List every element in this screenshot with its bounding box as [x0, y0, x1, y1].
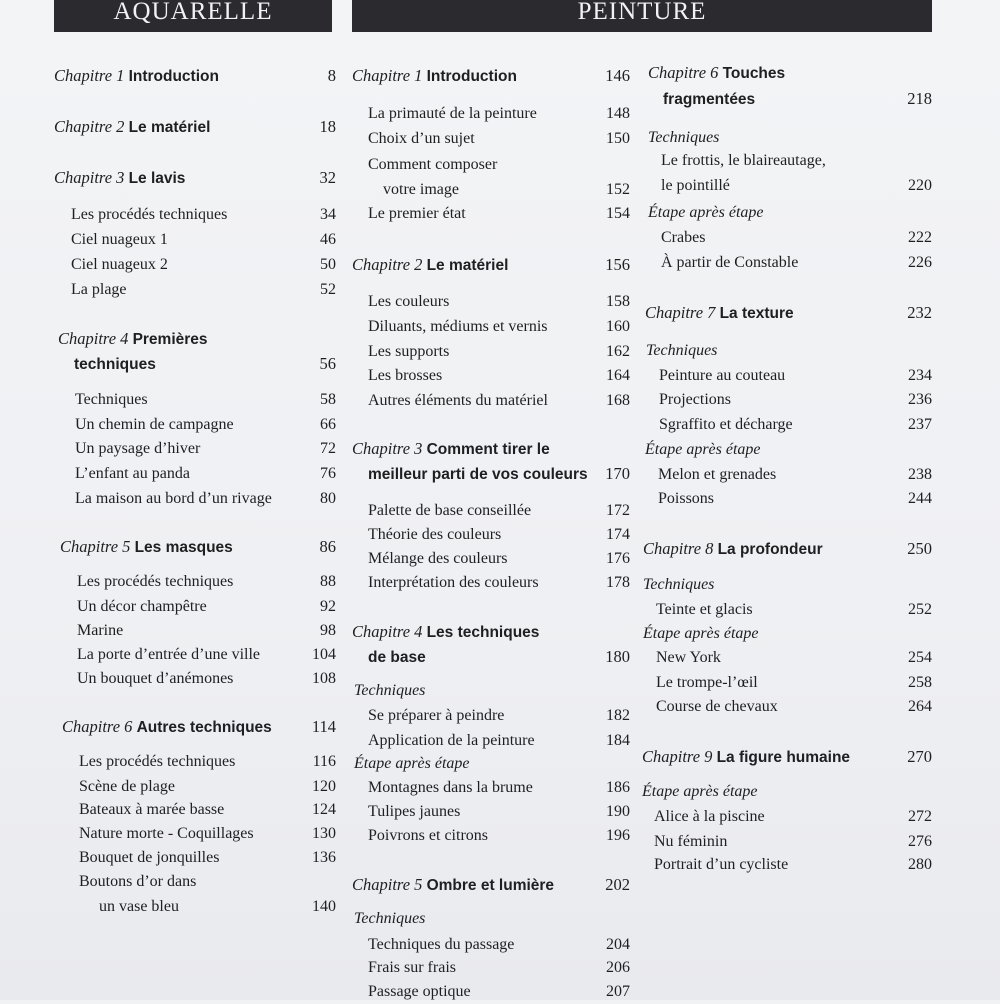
page-number: 58 — [320, 391, 336, 408]
toc-entry-text: La plage — [71, 281, 127, 298]
page-number: 34 — [320, 206, 336, 223]
toc-entry-text: Les couleurs — [368, 293, 450, 310]
toc-entry-text: Ciel nuageux 1 — [71, 231, 168, 248]
chapter-title: Introduction — [426, 68, 517, 85]
toc-chapter-entry — [54, 352, 336, 376]
toc-entry-text: Le frottis, le blaireautage, — [661, 152, 826, 169]
page-number: 154 — [606, 205, 630, 222]
toc-entry — [54, 253, 336, 277]
toc-entry-text: le pointillé — [661, 177, 730, 194]
toc-entry-text: Boutons d’or dans — [79, 873, 197, 890]
toc-chapter-entry — [54, 166, 336, 190]
toc-entry-text: Nu féminin — [654, 833, 728, 850]
page-number: 92 — [320, 598, 336, 615]
toc-entry-text: Techniques — [354, 910, 426, 927]
toc-entry — [54, 228, 336, 252]
toc-entry-text: Scène de plage — [79, 778, 175, 795]
toc-entry — [642, 830, 932, 854]
page-number: 156 — [605, 255, 630, 274]
page-number: 66 — [320, 416, 336, 433]
toc-entry — [54, 870, 336, 894]
toc-chapter-entry — [352, 873, 630, 897]
toc-entry-text: À partir de Constable — [661, 254, 799, 271]
toc-entry-text — [645, 301, 794, 326]
toc-chapter-entry — [352, 64, 630, 88]
chapter-title: Ombre et lumière — [426, 877, 555, 894]
page-number: 50 — [320, 256, 336, 273]
toc-entry — [352, 290, 630, 314]
toc-entry — [54, 437, 336, 461]
toc-entry — [54, 278, 336, 302]
toc-entry — [642, 853, 932, 877]
toc-entry-text: Étape après étape — [648, 204, 764, 221]
toc-entry — [54, 388, 336, 412]
toc-entry-text: Se préparer à peindre — [368, 707, 505, 724]
toc-entry — [642, 487, 932, 511]
page-number: 244 — [908, 490, 932, 507]
page-number: 272 — [908, 808, 932, 825]
toc-entry — [352, 102, 630, 126]
toc-chapter-entry — [352, 253, 630, 277]
page-number: 202 — [605, 875, 630, 894]
page-number: 236 — [908, 391, 932, 408]
toc-entry — [642, 598, 932, 622]
toc-chapter-entry — [54, 327, 336, 351]
page-number: 160 — [606, 318, 630, 335]
toc-entry-text: Les procédés techniques — [79, 753, 236, 770]
toc-entry — [352, 547, 630, 571]
toc-entry-text: Marine — [77, 622, 124, 639]
toc-entry — [54, 203, 336, 227]
toc-chapter-entry — [642, 537, 932, 561]
toc-entry-text: Un chemin de campagne — [75, 416, 234, 433]
page-number: 196 — [606, 827, 630, 844]
chapter-title: Le matériel — [426, 257, 509, 274]
page-number: 276 — [908, 833, 932, 850]
page-number: 254 — [908, 649, 932, 666]
toc-entry-text — [352, 873, 554, 898]
toc-entry-text — [60, 535, 233, 560]
toc-section-heading — [352, 679, 630, 703]
toc-entry-text: Sgraffito et décharge — [659, 416, 793, 433]
toc-entry — [352, 127, 630, 151]
toc-entry-text: Nature morte - Coquillages — [79, 825, 254, 842]
page-number: 150 — [606, 130, 630, 147]
toc-entry — [54, 667, 336, 691]
chapter-label: Chapitre 5 — [60, 537, 131, 556]
toc-entry — [642, 671, 932, 695]
chapter-title: fragmentées — [663, 91, 756, 108]
toc-entry — [352, 499, 630, 523]
toc-entry — [352, 933, 630, 957]
toc-section-heading — [642, 573, 932, 597]
toc-entry-text: Ciel nuageux 2 — [71, 256, 168, 273]
chapter-title: La figure humaine — [716, 749, 851, 766]
toc-entry-text — [643, 537, 823, 562]
toc-entry-text — [58, 327, 208, 352]
toc-chapter-entry — [352, 645, 630, 669]
toc-entry — [642, 413, 932, 437]
toc-entry — [54, 619, 336, 643]
chapter-label: Chapitre 3 — [352, 439, 423, 458]
page-number: 162 — [606, 343, 630, 360]
chapter-label: Chapitre 4 — [352, 622, 423, 641]
toc-chapter-entry — [642, 87, 932, 111]
toc-entry-text: Un paysage d’hiver — [75, 440, 201, 457]
toc-entry-text: La primauté de la peinture — [368, 105, 537, 122]
toc-entry — [352, 315, 630, 339]
chapter-title: Les masques — [134, 539, 233, 556]
page-number: 18 — [319, 117, 336, 136]
chapter-title: Introduction — [128, 68, 219, 85]
toc-section-heading — [642, 126, 932, 150]
toc-entry-text: Choix d’un sujet — [368, 130, 475, 147]
page-number: 176 — [606, 550, 630, 567]
toc-chapter-entry — [54, 715, 336, 739]
page-number: 32 — [319, 168, 336, 187]
toc-entry-text: Le trompe-l’œil — [656, 674, 758, 691]
toc-entry — [352, 980, 630, 1004]
page-number: 220 — [908, 177, 932, 194]
toc-entry-text: Techniques — [648, 129, 720, 146]
toc-entry-text: Interprétation des couleurs — [368, 574, 539, 591]
page-number: 184 — [606, 732, 630, 749]
toc-section-heading — [642, 780, 932, 804]
toc-entry — [54, 595, 336, 619]
page-number: 172 — [606, 502, 630, 519]
toc-entry — [54, 462, 336, 486]
toc-entry-text: Étape après étape — [642, 783, 758, 800]
toc-entry-text: Un décor champêtre — [77, 598, 207, 615]
page-number: 222 — [908, 229, 932, 246]
toc-entry-text: La porte d’entrée d’une ville — [77, 646, 261, 663]
chapter-label: Chapitre 2 — [352, 255, 423, 274]
toc-entry-text: Techniques — [354, 682, 426, 699]
toc-entry-text: Autres éléments du matériel — [368, 392, 548, 409]
toc-section-heading — [642, 339, 932, 363]
page-number: 116 — [312, 753, 336, 770]
toc-entry-text — [368, 645, 426, 670]
toc-entry-text: Peinture au couteau — [659, 367, 786, 384]
toc-entry-text: un vase bleu — [99, 898, 179, 915]
toc-entry-text: Le premier état — [368, 205, 466, 222]
toc-entry-text — [642, 745, 850, 770]
chapter-label: Chapitre 5 — [352, 875, 423, 894]
page-number: 98 — [320, 622, 336, 639]
page-number: 237 — [908, 416, 932, 433]
toc-entry — [54, 487, 336, 511]
toc-chapter-entry — [352, 620, 630, 644]
page-number: 232 — [907, 303, 932, 322]
toc-entry — [642, 695, 932, 719]
toc-entry — [352, 202, 630, 226]
toc-entry-text: Étape après étape — [354, 755, 470, 772]
toc-chapter-entry — [352, 462, 630, 486]
page-number: 140 — [312, 898, 336, 915]
page-number: 180 — [605, 647, 630, 666]
toc-entry-text: Course de chevaux — [656, 698, 778, 715]
chapter-label: Chapitre 9 — [642, 747, 713, 766]
toc-chapter-entry — [642, 301, 932, 325]
page-number: 182 — [606, 707, 630, 724]
page-number: 178 — [606, 574, 630, 591]
toc-entry — [352, 956, 630, 980]
page-number: 186 — [606, 779, 630, 796]
page-number: 234 — [908, 367, 932, 384]
toc-entry — [352, 153, 630, 177]
page-number: 226 — [908, 254, 932, 271]
page-number: 204 — [606, 936, 630, 953]
toc-entry — [54, 895, 336, 919]
toc-entry-text: Frais sur frais — [368, 959, 456, 976]
chapter-title: Autres techniques — [136, 719, 272, 736]
toc-section-heading — [352, 752, 630, 776]
toc-entry-text: Montagnes dans la brume — [368, 779, 533, 796]
toc-chapter-entry — [352, 437, 630, 461]
toc-entry-text: Passage optique — [368, 983, 471, 1000]
toc-entry-text: Un bouquet d’anémones — [77, 670, 234, 687]
toc-entry-text: Palette de base conseillée — [368, 502, 532, 519]
page-number: 190 — [606, 803, 630, 820]
toc-entry — [54, 846, 336, 870]
chapter-label: Chapitre 3 — [54, 168, 125, 187]
page-number: 207 — [606, 983, 630, 1000]
toc-entry — [642, 463, 932, 487]
toc-entry-text: Mélange des couleurs — [368, 550, 508, 567]
chapter-label: Chapitre 4 — [58, 329, 129, 348]
toc-entry — [352, 364, 630, 388]
toc-chapter-entry — [54, 64, 336, 88]
toc-entry — [54, 570, 336, 594]
toc-entry — [54, 822, 336, 846]
toc-entry-text — [74, 352, 156, 377]
page-number: 250 — [907, 539, 932, 558]
chapter-title: Les techniques — [426, 624, 540, 641]
toc-entry — [54, 643, 336, 667]
page-number: 252 — [908, 601, 932, 618]
page-number: 8 — [327, 66, 336, 85]
page-number: 130 — [312, 825, 336, 842]
chapter-label: Chapitre 1 — [352, 66, 423, 85]
toc-entry-text: L’enfant au panda — [75, 465, 190, 482]
toc-entry — [352, 824, 630, 848]
toc-entry — [642, 388, 932, 412]
toc-entry-text: Étape après étape — [645, 441, 761, 458]
page-number: 164 — [606, 367, 630, 384]
page-number: 108 — [312, 670, 336, 687]
page-number: 170 — [605, 464, 630, 483]
toc-entry-text: Bateaux à marée basse — [79, 801, 225, 818]
page-number: 258 — [908, 674, 932, 691]
toc-entry — [54, 775, 336, 799]
toc-entry-text: Crabes — [661, 229, 706, 246]
toc-chapter-entry — [642, 61, 932, 85]
page-number: 136 — [312, 849, 336, 866]
toc-entry-text — [352, 437, 550, 462]
page-number: 264 — [908, 698, 932, 715]
chapter-title: Touches — [722, 65, 786, 82]
chapter-label: Chapitre 7 — [645, 303, 716, 322]
toc-entry — [352, 571, 630, 595]
page-number: 174 — [606, 526, 630, 543]
toc-entry-text: La maison au bord d’un rivage — [75, 490, 272, 507]
toc-entry-text: Alice à la piscine — [654, 808, 765, 825]
toc-entry-text: Techniques — [75, 391, 148, 408]
toc-entry — [352, 729, 630, 753]
chapter-label: Chapitre 6 — [62, 717, 133, 736]
toc-section-heading — [352, 907, 630, 931]
toc-entry — [642, 174, 932, 198]
toc-entry-text — [54, 115, 210, 140]
toc-entry-text: Techniques — [643, 576, 715, 593]
toc-entry — [352, 340, 630, 364]
page-number: 88 — [320, 573, 336, 590]
chapter-title: meilleur parti de vos couleurs — [368, 466, 588, 483]
toc-entry-text: Techniques du passage — [368, 936, 515, 953]
toc-section-heading — [642, 438, 932, 462]
toc-entry — [642, 251, 932, 275]
page-number: 168 — [606, 392, 630, 409]
toc-entry-text: Projections — [659, 391, 731, 408]
chapter-title: La profondeur — [717, 541, 823, 558]
toc-entry-text — [352, 620, 539, 645]
toc-entry-text: Diluants, médiums et vernis — [368, 318, 548, 335]
page-number: 280 — [908, 856, 932, 873]
toc-entry-text: Teinte et glacis — [656, 601, 753, 618]
page-number: 72 — [320, 440, 336, 457]
page-number: 46 — [320, 231, 336, 248]
page-number: 76 — [320, 465, 336, 482]
toc-entry-text — [352, 64, 517, 89]
chapter-title: Premières — [132, 331, 208, 348]
chapter-title: Le lavis — [128, 170, 186, 187]
toc-entry-text — [54, 166, 185, 191]
chapter-title: de base — [368, 649, 426, 666]
toc-section-heading — [642, 201, 932, 225]
toc-entry — [352, 800, 630, 824]
page-number: 124 — [312, 801, 336, 818]
toc-section-heading — [642, 622, 932, 646]
page-number: 52 — [320, 281, 336, 298]
page-number: 80 — [320, 490, 336, 507]
page-number: 120 — [312, 778, 336, 795]
page-number: 206 — [606, 959, 630, 976]
toc-entry-text — [352, 253, 508, 278]
page-number: 238 — [908, 466, 932, 483]
page-number: 86 — [319, 537, 336, 556]
toc-entry — [642, 646, 932, 670]
toc-entry — [352, 704, 630, 728]
page-number: 114 — [311, 717, 336, 736]
chapter-title: techniques — [74, 356, 156, 373]
page-number: 146 — [605, 66, 630, 85]
toc-entry-text: Melon et grenades — [658, 466, 777, 483]
toc-entry-text — [663, 87, 755, 112]
toc-entry-text: Étape après étape — [643, 625, 759, 642]
page-number: 104 — [312, 646, 336, 663]
toc-entry-text: Tulipes jaunes — [368, 803, 461, 820]
chapter-label: Chapitre 2 — [54, 117, 125, 136]
toc-entry-text — [648, 61, 785, 86]
toc-chapter-entry — [54, 535, 336, 559]
toc-entry — [54, 750, 336, 774]
toc-entry — [54, 413, 336, 437]
toc-entry — [352, 178, 630, 202]
toc-chapter-entry — [642, 745, 932, 769]
peinture-header: PEINTURE — [352, 0, 932, 32]
page-number: 158 — [606, 293, 630, 310]
toc-entry — [352, 523, 630, 547]
toc-entry-text: Les procédés techniques — [71, 206, 228, 223]
toc-entry — [352, 389, 630, 413]
toc-entry — [642, 805, 932, 829]
chapter-label: Chapitre 1 — [54, 66, 125, 85]
toc-entry-text — [54, 64, 219, 89]
page-number: 56 — [319, 354, 336, 373]
toc-entry-text: Poivrons et citrons — [368, 827, 488, 844]
page-number: 152 — [606, 181, 630, 198]
aquarelle-header: AQUARELLE — [54, 0, 332, 32]
toc-entry-text — [368, 462, 588, 487]
toc-entry — [352, 776, 630, 800]
toc-entry-text: Les brosses — [368, 367, 443, 384]
page-number: 148 — [606, 105, 630, 122]
chapter-title: La texture — [719, 305, 794, 322]
toc-entry-text: Bouquet de jonquilles — [79, 849, 220, 866]
toc-entry-text: Techniques — [646, 342, 718, 359]
toc-entry-text — [62, 715, 272, 740]
toc-entry-text: Les procédés techniques — [77, 573, 234, 590]
chapter-title: Comment tirer le — [426, 441, 550, 458]
chapter-label: Chapitre 8 — [643, 539, 714, 558]
toc-entry-text: Poissons — [658, 490, 715, 507]
toc-entry-text: Les supports — [368, 343, 450, 360]
toc-entry-text: New York — [656, 649, 721, 666]
page-number: 218 — [907, 89, 932, 108]
toc-entry — [642, 226, 932, 250]
toc-chapter-entry — [54, 115, 336, 139]
chapter-label: Chapitre 6 — [648, 63, 719, 82]
toc-entry-text: Comment composer — [368, 156, 498, 173]
toc-entry-text: Application de la peinture — [368, 732, 535, 749]
chapter-title: Le matériel — [128, 119, 211, 136]
toc-entry — [642, 149, 932, 173]
toc-entry-text: Théorie des couleurs — [368, 526, 502, 543]
toc-entry — [54, 798, 336, 822]
toc-entry-text: votre image — [383, 181, 459, 198]
toc-entry-text: Portrait d’un cycliste — [654, 856, 789, 873]
page-number: 270 — [907, 747, 932, 766]
toc-entry — [642, 364, 932, 388]
